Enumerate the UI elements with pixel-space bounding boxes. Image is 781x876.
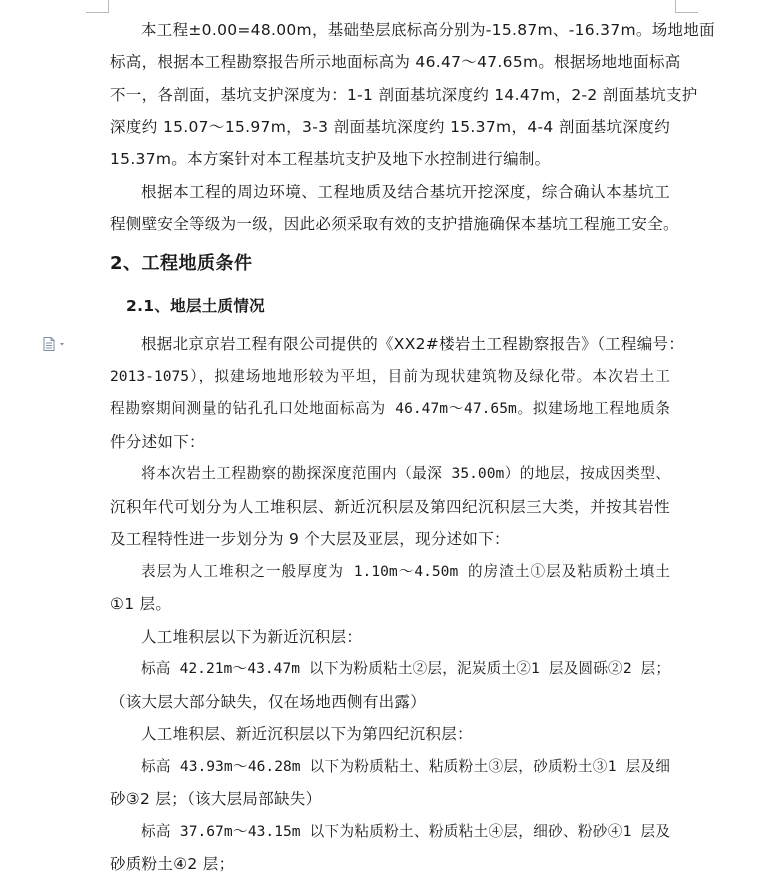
paragraph-7-line-2: （该大层大部分缺失，仅在场地西侧有出露）: [110, 693, 427, 711]
paragraph-1-line-4: 深度约 15.07～15.97m，3-3 剖面基坑深度约 15.37m，4-4 剖面基坑深度约: [110, 118, 670, 136]
paragraph-1-line-2: 标高，根据本工程勘察报告所示地面标高为 46.47～47.65m。根据场地地面标高: [110, 53, 681, 71]
page-corner-mark-right: [675, 0, 698, 13]
paragraph-8: 人工堆积层、新近沉积层以下为第四纪沉积层：: [141, 725, 473, 743]
paragraph-2-line-2: 程侧壁安全等级为一级，因此必须采取有效的支护措施确保本基坑工程施工安全。: [110, 215, 679, 233]
paragraph-4-line-3: 及工程特性进一步划分为 9 个大层及亚层，现分述如下：: [110, 530, 510, 548]
paragraph-10-line-2: 砂质粉土④2 层；: [110, 855, 235, 873]
paragraph-1-line-3: 不一，各剖面，基坑支护深度为：1-1 剖面基坑深度约 14.47m，2-2 剖面基坑支护: [110, 86, 698, 104]
page-corner-mark-left: [86, 0, 109, 13]
paragraph-3-line-1: 根据北京京岩工程有限公司提供的《XX2#楼岩土工程勘察报告》（工程编号：: [141, 335, 685, 353]
paragraph-9-line-2: 砂③2 层；（该大层局部缺失）: [110, 790, 322, 808]
paragraph-3-line-2: 2013-1075），拟建场地地形较为平坦，目前为现状建筑物及绿化带。本次岩土工: [110, 368, 670, 385]
paragraph-10-line-1: 标高 37.67m～43.15m 以下为粘质粉土、粉质粘土④层，细砂、粉砂④1 层及: [141, 823, 670, 840]
subsection-heading-strata: 2.1、地层土质情况: [126, 297, 265, 315]
paragraph-5-line-1: 表层为人工堆积之一般厚度为 1.10m～4.50m 的房渣土①层及粘质粉土填土: [141, 563, 670, 580]
paragraph-1-line-5: 15.37m。本方案针对本工程基坑支护及地下水控制进行编制。: [110, 150, 551, 168]
paragraph-2-line-1: 根据本工程的周边环境、工程地质及结合基坑开挖深度，综合确认本基坑工: [141, 183, 670, 201]
paragraph-5-line-2: ①1 层。: [110, 595, 172, 613]
paragraph-7-line-1: 标高 42.21m～43.47m 以下为粉质粘土②层，泥炭质土②1 层及圆砾②2 层；: [141, 660, 670, 677]
section-heading-geology: 2、工程地质条件: [110, 253, 253, 274]
paragraph-1-line-1: 本工程±0.00=48.00m，基础垫层底标高分别为-15.87m、-16.37m。场地地面: [141, 21, 715, 39]
paragraph-4-line-2: 沉积年代可划分为人工堆积层、新近沉积层及第四纪沉积层三大类，并按其岩性: [110, 498, 670, 516]
paragraph-4-line-1: 将本次岩土工程勘察的勘探深度范围内（最深 35.00m）的地层，按成因类型、: [141, 465, 670, 482]
paragraph-9-line-1: 标高 43.93m～46.28m 以下为粉质粘土、粘质粉土③层，砂质粉土③1 层及细: [141, 758, 670, 775]
paragraph-6: 人工堆积层以下为新近沉积层：: [141, 628, 363, 646]
paragraph-3-line-4: 件分述如下：: [110, 433, 205, 451]
paragraph-3-line-3: 程勘察期间测量的钻孔孔口处地面标高为 46.47m～47.65m。拟建场地工程地质条: [110, 400, 670, 417]
document-paragraph-icon[interactable]: [43, 337, 67, 351]
